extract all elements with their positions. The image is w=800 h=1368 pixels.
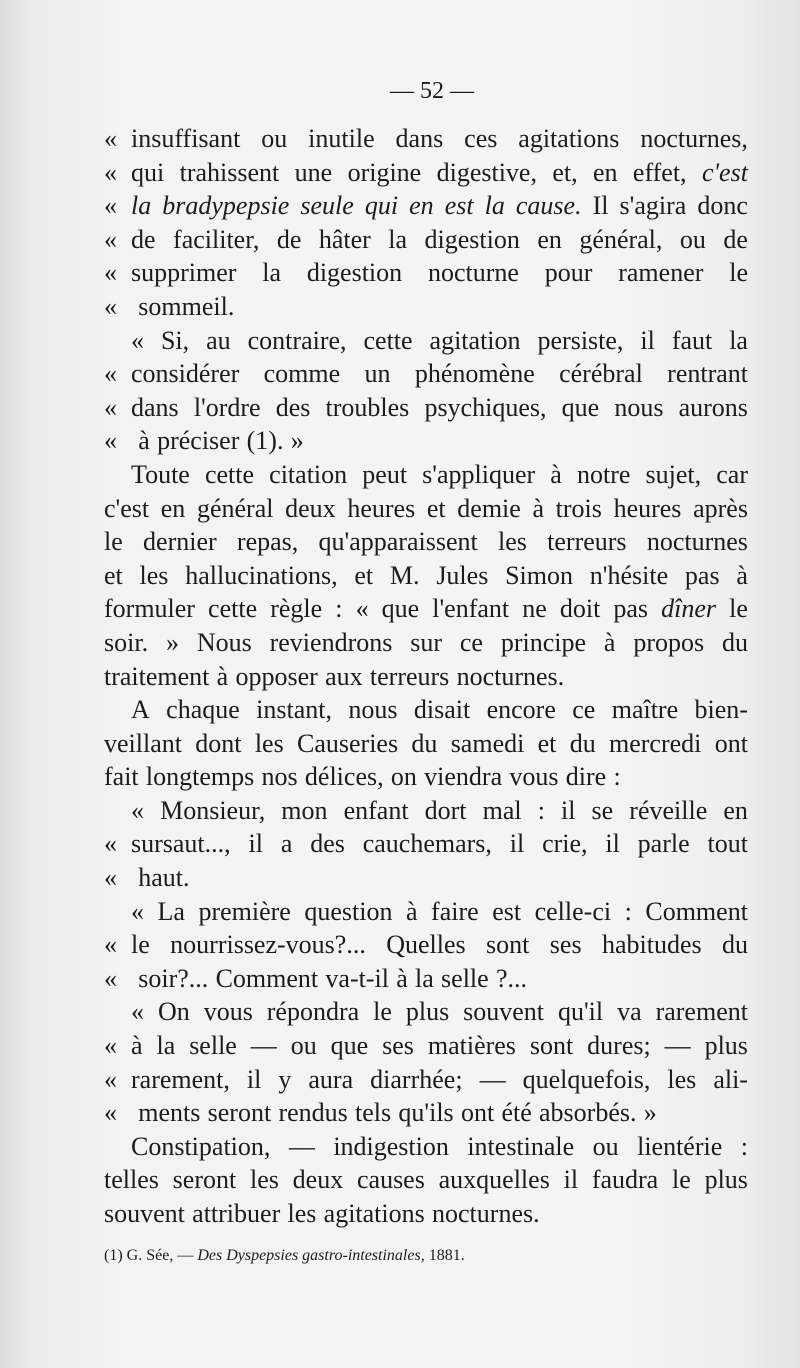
text-line: « à la selle — ou que ses matières sont dures; — plus	[104, 1031, 748, 1061]
paragraph	[104, 324, 748, 458]
text-line: le dernier repas, qu'apparaissent les terreurs nocturnes	[104, 527, 748, 557]
text-line: « La première question à faire est celle-ci : Comment	[131, 896, 748, 926]
page-number: — 52 —	[390, 78, 474, 104]
text-line: « On vous répondra le plus souvent qu'il va rarement	[131, 997, 748, 1027]
text-line: c'est en général deux heures et demie à trois heures après	[104, 493, 748, 523]
text-line: « ments seront rendus tels qu'ils ont été absorbés. »	[104, 1098, 657, 1128]
text-line: « supprimer la digestion nocturne pour ramener le	[104, 258, 748, 288]
footnote-title: Des Dyspepsies gastro-intestinales,	[197, 1246, 425, 1264]
text-line: Constipation, — indigestion intestinale ou lientérie :	[131, 1131, 748, 1161]
footnote-year: 1881.	[428, 1246, 465, 1264]
paragraph	[104, 122, 748, 324]
text-line: « sursaut..., il a des cauchemars, il crie, il parle tout	[104, 829, 748, 859]
footnote-author: G. Sée, —	[126, 1246, 194, 1264]
text-line: « considérer comme un phénomène cérébral rentrant	[104, 359, 748, 389]
text-line: souvent attribuer les agitations nocturnes.	[104, 1199, 540, 1228]
footnote	[104, 1245, 748, 1267]
footnote-marker: (1)	[104, 1246, 123, 1264]
paragraph	[104, 794, 748, 895]
text-line: soir. » Nous reviendrons sur ce principe à propos du	[104, 627, 748, 657]
paragraph	[104, 458, 748, 693]
paragraph	[104, 693, 748, 794]
text-line: « haut.	[104, 863, 190, 893]
text-line: « de faciliter, de hâter la digestion en général, ou de	[104, 224, 748, 254]
text-line: A chaque instant, nous disait encore ce maître bien-	[131, 695, 748, 725]
text-line: Toute cette citation peut s'appliquer à notre sujet, car	[131, 459, 748, 489]
text-line: et les hallucinations, et M. Jules Simon n'hésite pas à	[104, 560, 748, 590]
text-line: « la bradypepsie seule qui en est la cause. Il s'agira donc	[104, 191, 748, 221]
text-line: fait longtemps nos délices, on viendra vous dire :	[104, 762, 621, 792]
paragraph	[104, 895, 748, 996]
text-line: traitement à opposer aux terreurs nocturnes.	[104, 661, 565, 691]
text-line: « Monsieur, mon enfant dort mal : il se réveille en	[131, 795, 748, 825]
text-line: « insuffisant ou inutile dans ces agitations nocturnes,	[104, 124, 748, 153]
text-line: « sommeil.	[104, 291, 235, 321]
paragraph	[104, 1130, 748, 1231]
text-line: veillant dont les Causeries du samedi et du mercredi ont	[104, 728, 748, 758]
text-line: « dans l'ordre des troubles psychiques, que nous aurons	[104, 392, 748, 422]
text-line: « le nourrissez-vous?... Quelles sont ses habitudes du	[104, 930, 748, 960]
body-text	[104, 122, 748, 1231]
text-line: « rarement, il y aura diarrhée; — quelquefois, les ali-	[104, 1064, 748, 1094]
text-line: formuler cette règle : « que l'enfant ne doit pas dîner le	[104, 594, 748, 624]
text-line: « Si, au contraire, cette agitation persiste, il faut la	[131, 325, 748, 355]
document-page	[104, 76, 748, 1267]
text-line: « à préciser (1). »	[104, 426, 304, 456]
paragraph	[104, 995, 748, 1129]
text-line: « qui trahissent une origine digestive, et, en effet, c'est	[104, 157, 748, 187]
text-line: « soir?... Comment va-t-il à la selle ?...	[104, 963, 528, 993]
text-line: telles seront les deux causes auxquelles il faudra le plus	[104, 1165, 748, 1195]
